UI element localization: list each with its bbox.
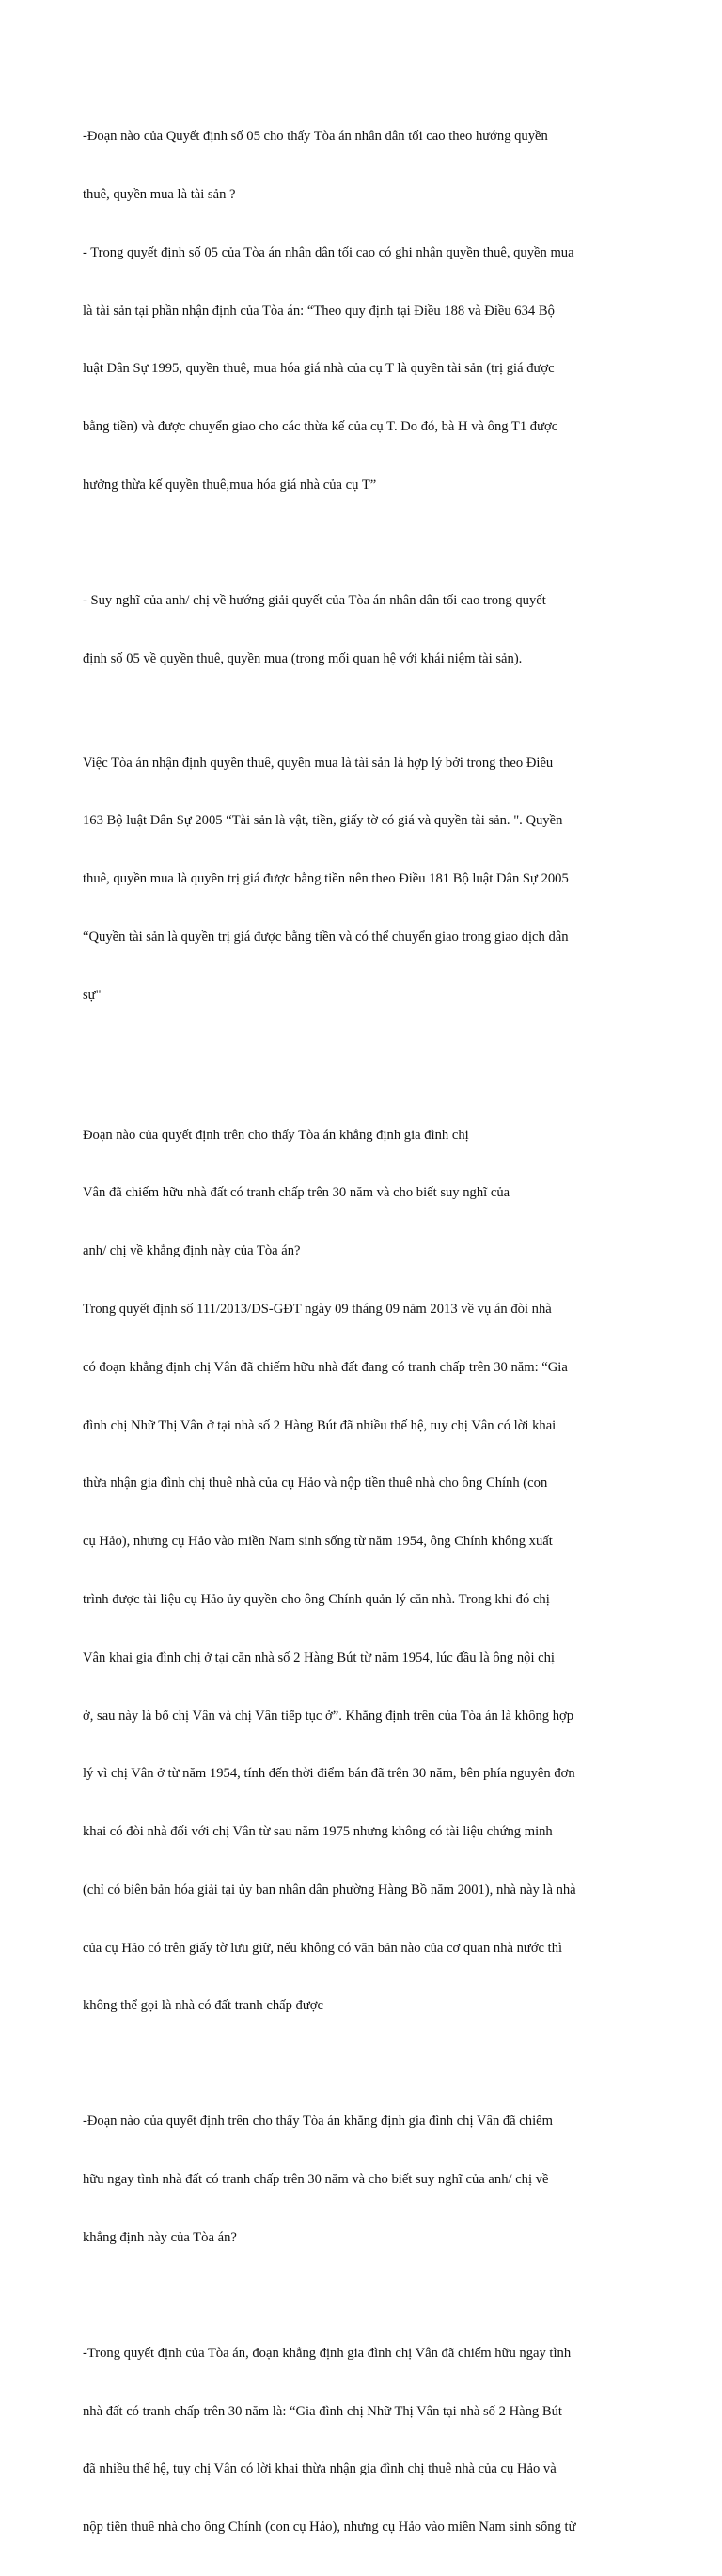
text-line: đình chị Nhữ Thị Vân ở tại nhà số 2 Hàng Bút đã nhiều thế hệ, tuy chị Vân có lời khai [83, 1417, 557, 1433]
text-line: -Đoạn nào của quyết định trên cho thấy Tòa án khẳng định gia đình chị Vân đã chiếm [83, 2114, 553, 2130]
text-line: -Đoạn nào của Quyết định số 05 cho thấy Tòa án nhân dân tối cao theo hướng quyền [83, 129, 548, 145]
text-line: -Trong quyết định của Tòa án, đoạn khẳng định gia đình chị Vân đã chiếm hữu ngay tình [83, 2345, 572, 2361]
text-line: thuê, quyền mua là quyền trị giá được bằng tiền nên theo Điều 181 Bộ luật Dân Sự 2005 [83, 871, 569, 887]
text-line: thuê, quyền mua là tài sản ? [83, 186, 236, 202]
text-line: đã nhiều thế hệ, tuy chị Vân có lời khai thừa nhận gia đình chị thuê nhà của cụ Hảo và [83, 2461, 557, 2477]
text-line: khẳng định này của Tòa án? [83, 2229, 237, 2245]
text-line: hữu ngay tình nhà đất có tranh chấp trên 30 năm và cho biết suy nghĩ của anh/ chị về [83, 2172, 549, 2188]
document-page [83, 88, 647, 2576]
paragraph-decision-111 [83, 1087, 647, 2055]
paragraph-good-faith-answer [83, 2305, 647, 2576]
text-line: Vân khai gia đình chị ở tại căn nhà số 2 Hàng Bút từ năm 1954, lúc đầu là ông nội chị [83, 1649, 555, 1665]
paragraph-question-05 [83, 88, 647, 534]
text-line: sự" [83, 987, 102, 1003]
text-line: khai có đòi nhà đối với chị Vân từ sau năm 1975 nhưng không có tài liệu chứng minh [83, 1824, 553, 1840]
text-line: nộp tiền thuê nhà cho ông Chính (con cụ Hảo), nhưng cụ Hảo vào miền Nam sinh sống từ [83, 2520, 576, 2536]
text-line: nhà đất có tranh chấp trên 30 năm là: “Gia đình chị Nhữ Thị Vân tại nhà số 2 Hàng Bút [83, 2403, 562, 2419]
text-line: ở, sau này là bố chị Vân và chị Vân tiếp tục ở”. Khẳng định trên của Tòa án là không hợp [83, 1708, 574, 1724]
text-line: anh/ chị về khẳng định này của Tòa án? [83, 1243, 301, 1259]
text-line: lý vì chị Vân ở từ năm 1954, tính đến thời điểm bán đã trên 30 năm, bên phía nguyên đơn [83, 1766, 575, 1782]
text-line: bằng tiền) và được chuyển giao cho các thừa kế của cụ T. Do đó, bà H và ông T1 được [83, 419, 558, 435]
text-line: trình được tài liệu cụ Hảo ủy quyền cho ông Chính quản lý căn nhà. Trong khi đó chị [83, 1591, 550, 1607]
text-line: “Quyền tài sản là quyền trị giá được bằng tiền và có thể chuyển giao trong giao dịch dân [83, 929, 569, 945]
text-line: Vân đã chiếm hữu nhà đất có tranh chấp trên 30 năm và cho biết suy nghĩ của [83, 1185, 510, 1201]
text-line: thừa nhận gia đình chị thuê nhà của cụ Hảo và nộp tiền thuê nhà cho ông Chính (con [83, 1475, 548, 1491]
text-line: Việc Tòa án nhận định quyền thuê, quyền mua là tài sản là hợp lý bởi trong theo Điều [83, 755, 554, 771]
paragraph-good-faith-question [83, 2073, 647, 2287]
text-line: - Suy nghĩ của anh/ chị về hướng giải quyết của Tòa án nhân dân tối cao trong quyết [83, 592, 546, 608]
text-line: của cụ Hảo có trên giấy tờ lưu giữ, nếu không có văn bản nào của cơ quan nhà nước thì [83, 1940, 563, 1956]
text-line: không thể gọi là nhà có đất tranh chấp được [83, 1998, 323, 2014]
text-line: 163 Bộ luật Dân Sự 2005 “Tài sản là vật, tiền, giấy tờ có giá và quyền tài sản. ". Quyền [83, 813, 563, 829]
paragraph-opinion-question [83, 553, 647, 708]
text-line: Đoạn nào của quyết định trên cho thấy Tòa án khẳng định gia đình chị [83, 1127, 469, 1143]
text-line: luật Dân Sự 1995, quyền thuê, mua hóa giá nhà của cụ T là quyền tài sản (trị giá được [83, 361, 555, 377]
text-line: (chỉ có biên bản hóa giải tại ủy ban nhân dân phường Hàng Bồ năm 2001), nhà này là nhà [83, 1881, 576, 1897]
text-line: Trong quyết định số 111/2013/DS-GĐT ngày 09 tháng 09 năm 2013 về vụ án đòi nhà [83, 1302, 552, 1318]
text-line: là tài sản tại phần nhận định của Tòa án: “Theo quy định tại Điều 188 và Điều 634 Bộ [83, 303, 555, 319]
text-line: hưởng thừa kế quyền thuê,mua hóa giá nhà của cụ T” [83, 476, 377, 492]
text-line: - Trong quyết định số 05 của Tòa án nhân dân tối cao có ghi nhận quyền thuê, quyền mua [83, 244, 574, 260]
paragraph-opinion-answer [83, 714, 647, 1043]
text-line: cụ Hảo), nhưng cụ Hảo vào miền Nam sinh sống từ năm 1954, ông Chính không xuất [83, 1534, 553, 1550]
text-line: định số 05 về quyền thuê, quyền mua (trong mối quan hệ với khái niệm tài sản). [83, 650, 523, 666]
text-line: có đoạn khẳng định chị Vân đã chiếm hữu nhà đất đang có tranh chấp trên 30 năm: “Gia [83, 1359, 568, 1375]
